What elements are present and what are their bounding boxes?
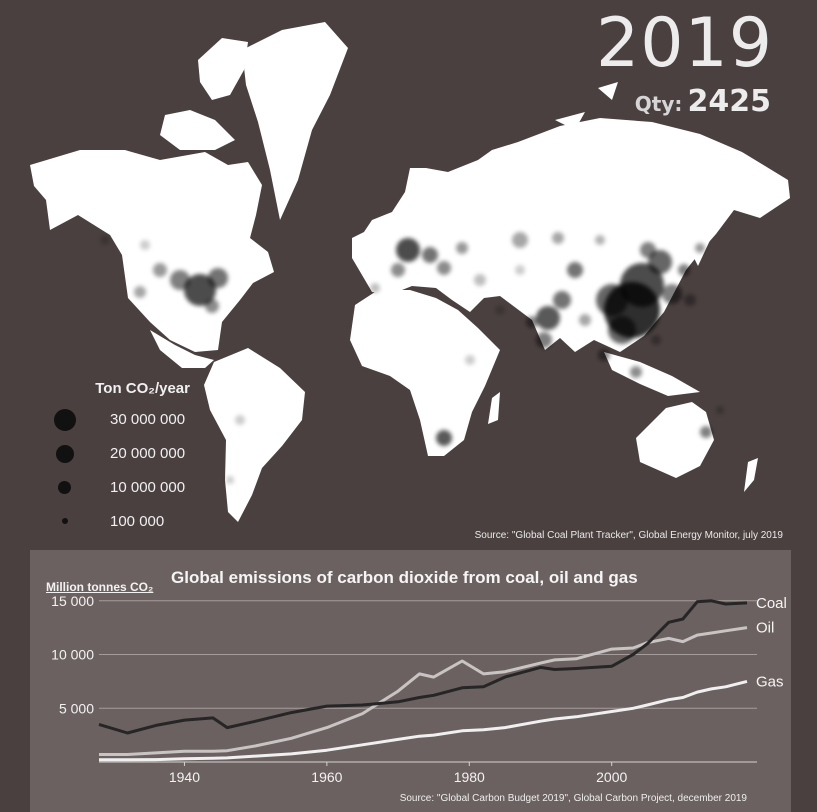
legend-dot <box>58 481 71 494</box>
legend-label: 100 000 <box>110 513 165 530</box>
y-axis-unit: Million tonnes CO₂ <box>46 580 154 594</box>
plant-quantity <box>635 84 771 119</box>
size-legend <box>50 380 190 541</box>
legend-label: 20 000 000 <box>110 445 186 462</box>
y-tick-label: 5 000 <box>58 700 94 717</box>
south-america <box>204 348 305 522</box>
legend-dot <box>54 409 76 431</box>
chart-source: Source: "Global Carbon Budget 2019", Global Carbon Project, december 2019 <box>399 793 747 804</box>
legend-row <box>50 473 190 507</box>
map-source: Source: "Global Coal Plant Tracker", Global Energy Monitor, july 2019 <box>474 530 783 541</box>
north-america <box>30 150 274 352</box>
y-tick-label: 10 000 <box>51 646 94 663</box>
series-line-coal <box>99 601 747 733</box>
legend-label: 10 000 000 <box>110 479 186 496</box>
year-label: 2019 <box>595 4 773 83</box>
legend-row <box>50 405 190 439</box>
legend-label: 30 000 000 <box>110 411 186 428</box>
series-label: Gas <box>756 673 784 691</box>
africa <box>350 290 500 456</box>
series-label: Coal <box>756 594 787 612</box>
chart-title: Global emissions of carbon dioxide from coal, oil and gas <box>171 568 638 587</box>
australia <box>636 402 714 478</box>
qty-value: 2425 <box>687 84 771 119</box>
legend-title: Ton CO₂/year <box>95 380 190 397</box>
y-tick-label: 15 000 <box>51 592 94 609</box>
emissions-chart-panel <box>30 550 791 812</box>
legend-row <box>50 439 190 473</box>
x-tick-label: 2000 <box>596 769 628 785</box>
legend-row <box>50 507 190 541</box>
x-tick-label: 1980 <box>453 769 485 785</box>
legend-dot <box>62 518 68 524</box>
legend-dot <box>56 445 74 463</box>
x-tick-label: 1960 <box>311 769 343 785</box>
series-label: Oil <box>756 619 775 637</box>
x-tick-label: 1940 <box>168 769 201 785</box>
qty-label: Qty: <box>634 92 683 116</box>
